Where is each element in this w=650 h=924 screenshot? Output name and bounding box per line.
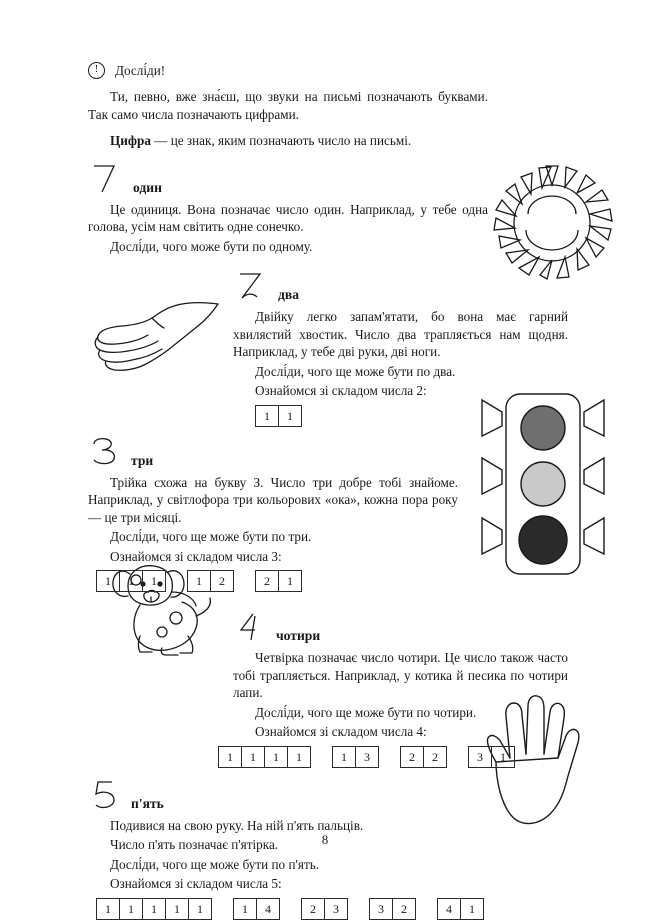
- cifra-definition-text: — це знак, яким позначають число на письмі.: [150, 133, 412, 148]
- composition-cell[interactable]: 1: [188, 898, 212, 920]
- composition-cell[interactable]: 4: [256, 898, 280, 920]
- section-three-paragraph-2: Дослі́ди, чого ще може бути по три.: [110, 529, 312, 544]
- section-four-paragraph-2: Дослі́ди, чого ще може бути по чотири.: [255, 704, 477, 720]
- composition-group: [96, 898, 211, 920]
- composition-group: [468, 746, 514, 768]
- section-four: [88, 610, 568, 768]
- section-two-paragraph-2: Дослі́ди, чого ще може бути по два.: [255, 363, 456, 379]
- section-four-paragraph-1: Четвірка позначає число чотири. Це число також часто тобі трапляється. Наприклад, у котика й песика по чотири лапи.: [233, 650, 568, 700]
- section-one: [88, 160, 568, 256]
- section-five-composition: [96, 898, 568, 920]
- numeral-three-row: [88, 435, 568, 472]
- composition-cell[interactable]: 1: [96, 570, 120, 592]
- page-number: 8: [321, 832, 329, 847]
- section-one-paragraph-2: Дослі́ди, чого може бути по одному.: [110, 238, 313, 254]
- doslidy-heading: [88, 62, 568, 79]
- composition-cell[interactable]: 1: [491, 746, 515, 768]
- numeral-four-row: [233, 610, 568, 647]
- composition-group: [255, 570, 301, 592]
- composition-cell[interactable]: 1: [233, 898, 257, 920]
- composition-cell[interactable]: 1: [264, 746, 288, 768]
- composition-cell[interactable]: 2: [255, 570, 279, 592]
- composition-group: [96, 570, 165, 592]
- document-body: [88, 62, 568, 924]
- composition-group: [437, 898, 483, 920]
- doslidy-label: Дослі́ди!: [115, 62, 166, 78]
- section-three-compose-label: Ознайомся зі складом числа 3:: [110, 548, 282, 564]
- composition-group: [218, 746, 310, 768]
- composition-cell[interactable]: 3: [324, 898, 348, 920]
- composition-cell[interactable]: 1: [460, 898, 484, 920]
- digit-four-glyph: [233, 610, 267, 647]
- numeral-three-word: три: [131, 452, 154, 468]
- composition-group: [301, 898, 347, 920]
- cifra-definition: [88, 132, 488, 150]
- composition-cell[interactable]: 1: [119, 570, 143, 592]
- composition-cell[interactable]: 1: [165, 898, 189, 920]
- composition-group: [233, 898, 279, 920]
- composition-cell[interactable]: 1: [332, 746, 356, 768]
- cifra-term: Цифра: [110, 133, 151, 148]
- section-three-composition: [96, 570, 568, 592]
- composition-cell[interactable]: 2: [392, 898, 416, 920]
- composition-cell[interactable]: 3: [369, 898, 393, 920]
- numeral-four-word: чотири: [276, 628, 321, 643]
- section-two: [88, 269, 568, 427]
- numeral-one-row: [88, 160, 568, 199]
- section-four-compose-label: Ознайомся зі складом числа 4:: [255, 724, 427, 739]
- section-five-compose-label: Ознайомся зі складом числа 5:: [110, 876, 282, 891]
- composition-cell[interactable]: 1: [278, 405, 302, 427]
- section-five: [88, 778, 568, 920]
- composition-cell[interactable]: 2: [210, 570, 234, 592]
- composition-cell[interactable]: 2: [400, 746, 424, 768]
- composition-group: [400, 746, 446, 768]
- section-three-paragraph-1: Трійка схожа на букву З. Число три добре тобі знайоме. Наприклад, у світлофора три кольорових «ока», кожна пора року — це три місяці.: [88, 474, 458, 525]
- section-three: [88, 435, 568, 593]
- composition-cell[interactable]: 2: [301, 898, 325, 920]
- exclamation-circle-icon: !: [88, 62, 105, 79]
- composition-group: [255, 405, 301, 427]
- composition-group: [332, 746, 378, 768]
- composition-cell[interactable]: 1: [278, 570, 302, 592]
- section-two-composition: [255, 405, 568, 427]
- digit-one-glyph: [88, 160, 124, 199]
- section-five-paragraph-2: Число п'ять позначає п'ятірка.: [110, 837, 279, 852]
- composition-cell[interactable]: 4: [437, 898, 461, 920]
- composition-cell[interactable]: 1: [287, 746, 311, 768]
- section-two-compose-label: Ознайомся зі складом числа 2:: [255, 383, 427, 398]
- composition-group: [187, 570, 233, 592]
- composition-group: [369, 898, 415, 920]
- composition-cell[interactable]: 3: [468, 746, 492, 768]
- composition-cell[interactable]: 1: [187, 570, 211, 592]
- composition-cell[interactable]: 1: [255, 405, 279, 427]
- composition-cell[interactable]: 1: [218, 746, 242, 768]
- numeral-five-row: [88, 778, 568, 815]
- composition-cell[interactable]: 1: [142, 898, 166, 920]
- section-five-paragraph-3: Дослі́ди, чого ще може бути по п'ять.: [110, 856, 320, 872]
- composition-cell[interactable]: 2: [423, 746, 447, 768]
- digit-three-glyph: [88, 435, 122, 472]
- numeral-two-row: [233, 269, 568, 306]
- composition-cell[interactable]: 1: [241, 746, 265, 768]
- composition-cell[interactable]: 3: [355, 746, 379, 768]
- intro-paragraph: Ти, певно, вже зна́єш, що звуки на письмі позначають буквами. Так само числа позначають цифрами.: [88, 89, 488, 122]
- numeral-two-word: два: [278, 287, 300, 302]
- digit-two-glyph: [233, 269, 269, 306]
- numeral-one-word: один: [133, 179, 162, 195]
- composition-cell[interactable]: 1: [142, 570, 166, 592]
- section-four-composition: [218, 746, 568, 768]
- section-five-paragraph-1: Подивися на свою руку. На ній п'ять пальців.: [110, 817, 364, 833]
- composition-cell[interactable]: 1: [119, 898, 143, 920]
- composition-cell[interactable]: 1: [96, 898, 120, 920]
- section-two-paragraph-1: Двійку легко запам'ятати, бо вона має гарний хвилястий хвостик. Число два трапляється нам щодня. Наприклад, у тебе дві руки, дві ноги.: [233, 309, 568, 359]
- digit-five-glyph: [88, 778, 122, 815]
- numeral-five-word: п'ять: [131, 795, 164, 811]
- section-one-paragraph-1: Це одиниця. Вона позначає число один. Наприклад, у тебе одна голова, усім нам світить одне сонечко.: [88, 201, 488, 234]
